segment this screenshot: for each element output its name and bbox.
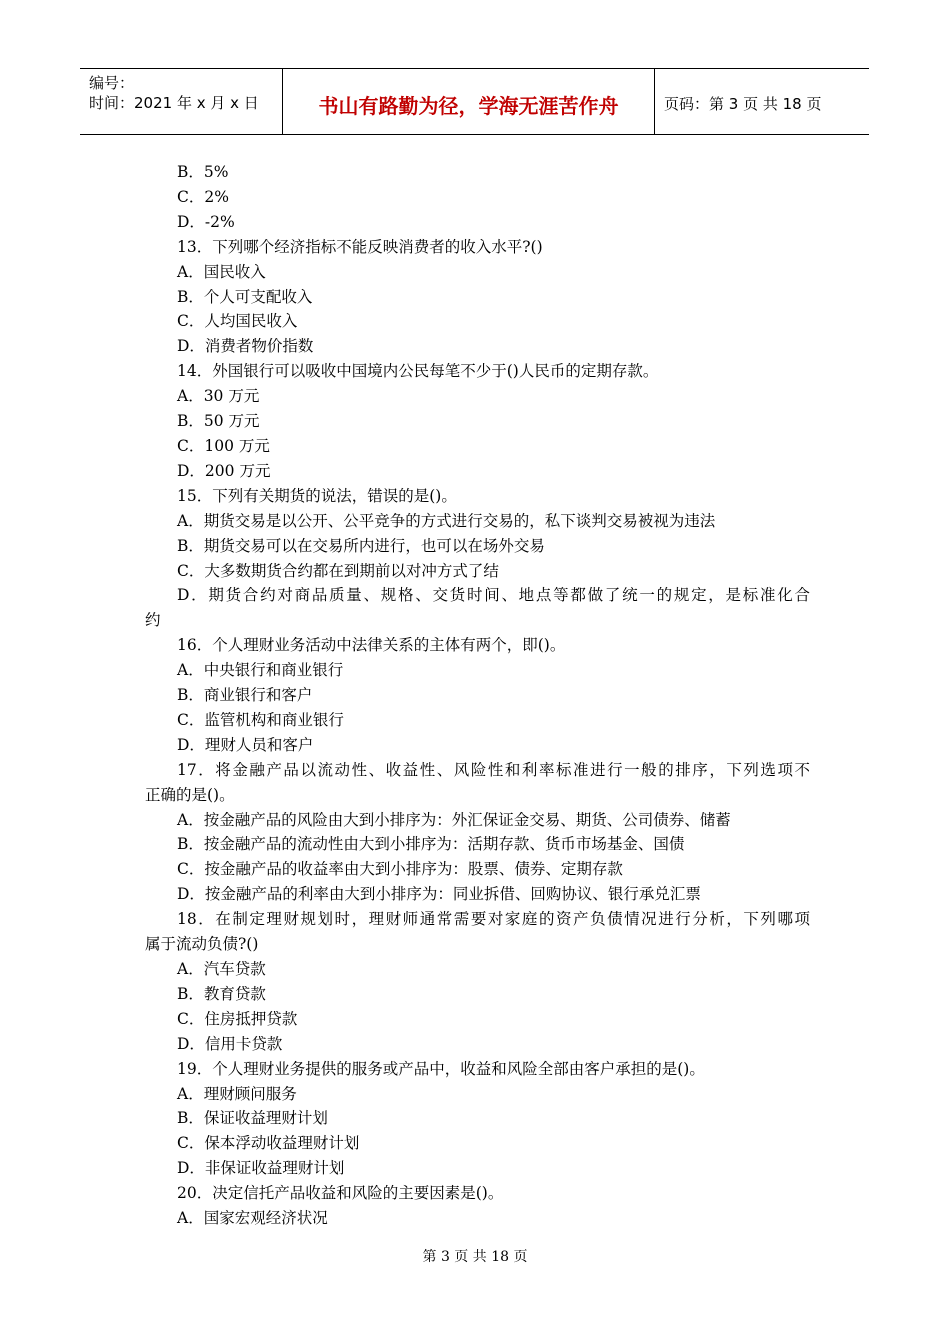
option-line: C．保本浮动收益理财计划: [177, 1134, 360, 1153]
question-line: 17．将金融产品以流动性、收益性、风险性和利率标准进行一般的排序，下列选项不: [177, 760, 810, 779]
option-line: C．按金融产品的收益率由大到小排序为：股票、债券、定期存款: [177, 860, 623, 879]
page-header: [80, 68, 869, 135]
question-line: 13．下列哪个经济指标不能反映消费者的收入水平?(): [177, 237, 543, 256]
option-line: C．监管机构和商业银行: [177, 710, 344, 729]
question-line: 18．在制定理财规划时，理财师通常需要对家庭的资产负债情况进行分析，下列哪项: [177, 910, 810, 929]
option-line: B．保证收益理财计划: [177, 1109, 328, 1128]
question-line: 14．外国银行可以吸收中国境内公民每笔不少于()人民币的定期存款。: [177, 362, 659, 381]
question-line: 15．下列有关期货的说法，错误的是()。: [177, 486, 457, 505]
option-line: B．教育贷款: [177, 984, 266, 1003]
option-line: D．消费者物价指数: [177, 337, 314, 356]
document-body: [145, 160, 810, 1231]
option-line: B．5%: [177, 163, 229, 181]
option-line: C．人均国民收入: [177, 312, 298, 331]
continuation-line: 属于流动负债?(): [145, 935, 259, 954]
option-line: A．30 万元: [177, 387, 260, 406]
header-motto-cell: [282, 69, 655, 134]
option-line: A．汽车贷款: [177, 960, 266, 978]
question-line: 20．决定信托产品收益和风险的主要因素是()。: [177, 1184, 504, 1203]
option-line: A．国民收入: [177, 262, 266, 281]
option-line: D．理财人员和客户: [177, 735, 314, 754]
question-line: 19．个人理财业务提供的服务或产品中，收益和风险全部由客户承担的是()。: [177, 1059, 705, 1078]
time-label: 时间：2021 年 x 月 x 日: [89, 94, 259, 112]
option-line: A．中央银行和商业银行: [177, 661, 344, 680]
header-meta-cell: [80, 69, 282, 134]
option-line: B．商业银行和客户: [177, 686, 313, 705]
number-label: 编号：: [89, 74, 135, 92]
option-line: A．国家宏观经济状况: [177, 1209, 328, 1228]
option-line: A．期货交易是以公开、公平竞争的方式进行交易的，私下谈判交易被视为违法: [177, 511, 716, 530]
option-line: B．期货交易可以在交易所内进行，也可以在场外交易: [177, 536, 545, 555]
option-line: D．信用卡贷款: [177, 1034, 283, 1053]
continuation-line: 正确的是()。: [145, 785, 235, 804]
option-line: D．非保证收益理财计划: [177, 1159, 345, 1178]
page-footer: 第 3 页 共 18 页: [422, 1249, 528, 1265]
question-line: 16．个人理财业务活动中法律关系的主体有两个，即()。: [177, 636, 566, 655]
continuation-line: 约: [145, 611, 161, 630]
option-line: B．按金融产品的流动性由大到小排序为：活期存款、货币市场基金、国债: [177, 835, 685, 854]
page-info: 页码：第 3 页 共 18 页: [664, 95, 822, 113]
option-line: C．2%: [177, 187, 229, 206]
option-line: B．个人可支配收入: [177, 287, 313, 306]
option-line: C．100 万元: [177, 436, 270, 455]
option-line: D．-2%: [177, 212, 235, 231]
option-line: D．200 万元: [177, 461, 271, 480]
option-line: A．理财顾问服务: [177, 1084, 297, 1103]
option-line: B．50 万元: [177, 412, 260, 431]
option-line: D．按金融产品的利率由大到小排序为：同业拆借、回购协议、银行承兑汇票: [177, 885, 701, 904]
option-line: A．按金融产品的风险由大到小排序为：外汇保证金交易、期货、公司债券、储蓄: [177, 810, 731, 829]
option-line: C．大多数期货合约都在到期前以对冲方式了结: [177, 561, 499, 580]
option-line: C．住房抵押贷款: [177, 1009, 298, 1028]
option-line: D．期货合约对商品质量、规格、交货时间、地点等都做了统一的规定，是标准化合: [177, 586, 810, 605]
header-page-cell: [655, 69, 869, 134]
motto-text: 书山有路勤为径，学海无涯苦作舟: [318, 94, 619, 118]
